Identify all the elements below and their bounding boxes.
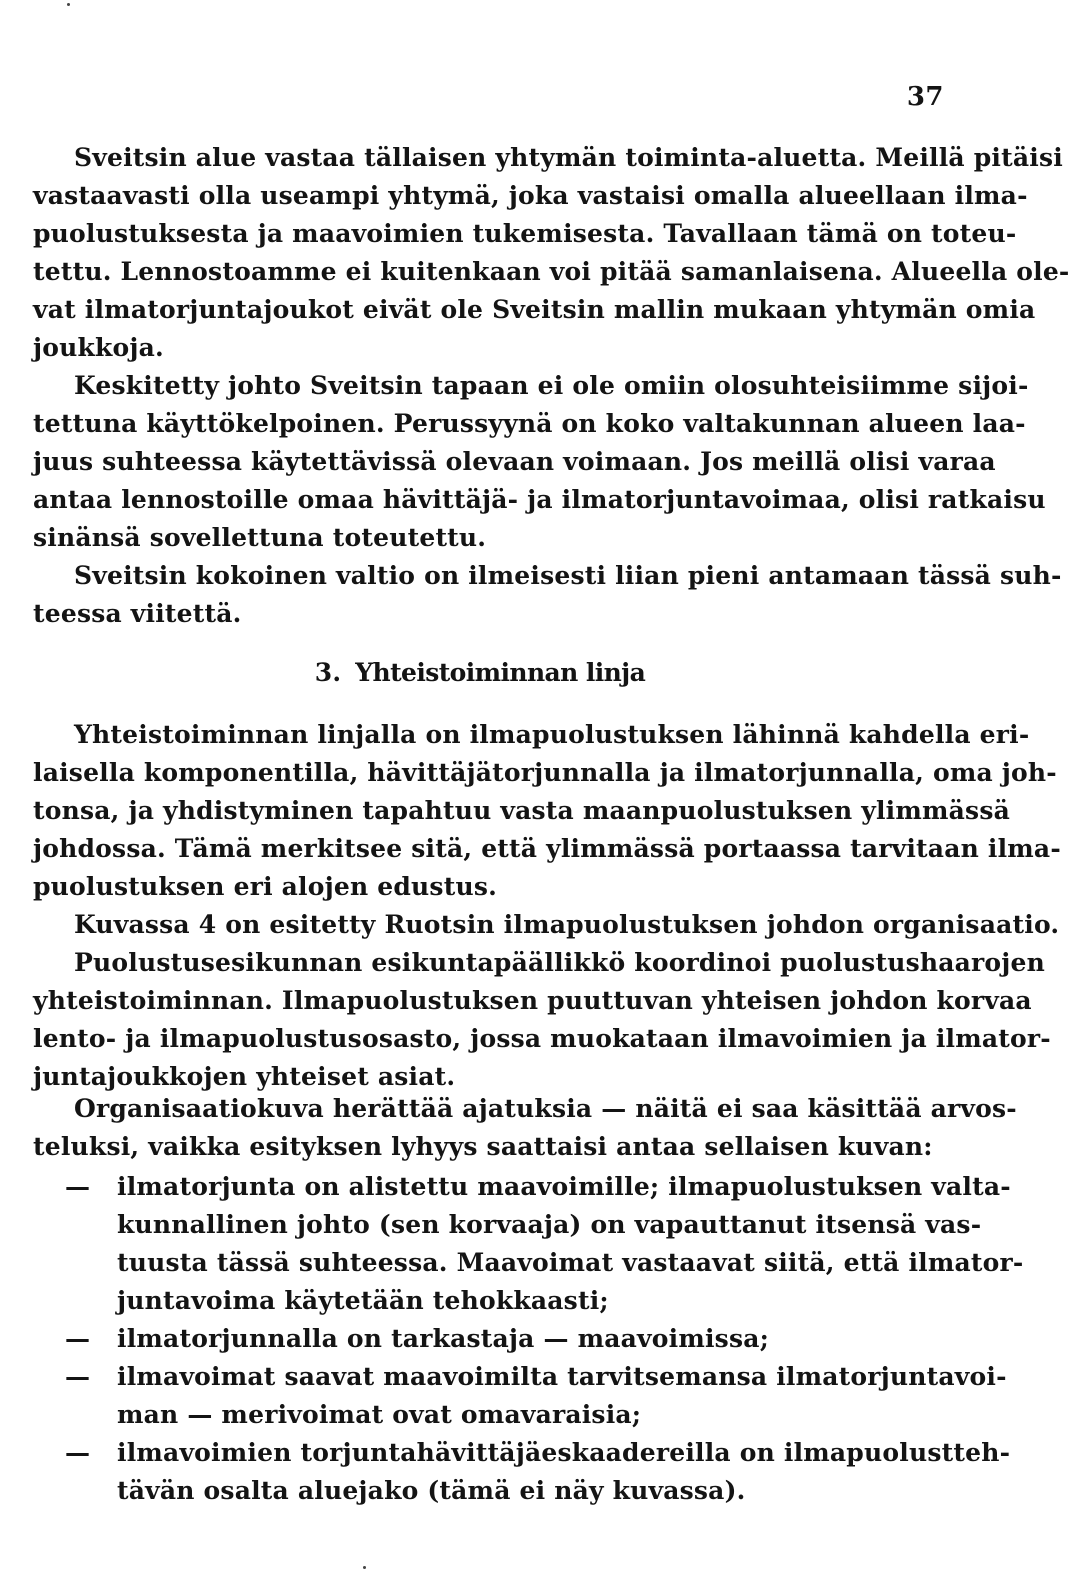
list-item-line: ilmatorjunta on alistettu maavoimille; ilmapuolustuksen valta- <box>117 1172 1011 1201</box>
text-line: yhteistoiminnan. Ilmapuolustuksen puuttuvan yhteisen johdon korvaa <box>33 986 1032 1015</box>
text-line: antaa lennostoille omaa hävittäjä- ja ilmatorjuntavoimaa, olisi ratkaisu <box>33 485 1046 514</box>
text-line: tettu. Lennostoamme ei kuitenkaan voi pitää samanlaisena. Alueella ole- <box>33 257 1070 286</box>
scan-speck <box>67 3 70 6</box>
text-line: tettuna käyttökelpoinen. Perussyynä on koko valtakunnan alueen laa- <box>33 409 1026 438</box>
section-title: Yhteistoiminnan linja <box>355 658 646 687</box>
text-line: juntajoukkojen yhteiset asiat. <box>33 1062 456 1091</box>
text-line: sinänsä sovellettuna toteutettu. <box>33 523 487 552</box>
text-line: lento- ja ilmapuolustusosasto, jossa muokataan ilmavoimien ja ilmator- <box>33 1024 1051 1053</box>
text-line: vastaavasti olla useampi yhtymä, joka vastaisi omalla alueellaan ilma- <box>33 181 1028 210</box>
text-line: tonsa, ja yhdistyminen tapahtuu vasta maanpuolustuksen ylimmässä <box>33 796 1011 825</box>
text-line: teessa viitettä. <box>33 599 242 628</box>
list-item-line: man — merivoimat ovat omavaraisia; <box>117 1400 642 1429</box>
text-line: Yhteistoiminnan linjalla on ilmapuolustuksen lähinnä kahdella eri- <box>74 720 1030 749</box>
text-line: juus suhteessa käytettävissä olevaan voimaan. Jos meillä olisi varaa <box>33 447 996 476</box>
text-line: Sveitsin alue vastaa tällaisen yhtymän toiminta-aluetta. Meillä pitäisi <box>74 143 1063 172</box>
list-item-line: ilmatorjunnalla on tarkastaja — maavoimissa; <box>117 1324 770 1353</box>
text-line: puolustuksen eri alojen edustus. <box>33 872 498 901</box>
text-line: Kuvassa 4 on esitetty Ruotsin ilmapuolustuksen johdon organisaatio. <box>74 910 1060 939</box>
text-line: Organisaatiokuva herättää ajatuksia — näitä ei saa käsittää arvos- <box>74 1094 1017 1123</box>
page-number: 37 <box>906 82 944 112</box>
list-item-line: ilmavoimien torjuntahävittäjäeskaadereilla on ilmapuolustteh- <box>117 1438 1011 1467</box>
section-heading <box>0 654 960 692</box>
text-line: Keskitetty johto Sveitsin tapaan ei ole omiin olosuhteisiimme sijoi- <box>74 371 1029 400</box>
text-line: puolustuksesta ja maavoimien tukemisesta. Tavallaan tämä on toteu- <box>33 219 1017 248</box>
scan-speck <box>363 1566 366 1569</box>
list-item-line: kunnallinen johto (sen korvaaja) on vapauttanut itsensä vas- <box>117 1210 982 1239</box>
list-item-line: tävän osalta aluejako (tämä ei näy kuvassa). <box>117 1476 746 1505</box>
list-dash: — <box>65 1324 90 1353</box>
list-dash: — <box>65 1172 90 1201</box>
text-line: Puolustusesikunnan esikuntapäällikkö koordinoi puolustushaarojen <box>74 948 1045 977</box>
text-line: laisella komponentilla, hävittäjätorjunnalla ja ilmatorjunnalla, oma joh- <box>33 758 1057 787</box>
list-dash: — <box>65 1438 90 1467</box>
text-line: johdossa. Tämä merkitsee sitä, että ylimmässä portaassa tarvitaan ilma- <box>33 834 1061 863</box>
list-dash: — <box>65 1362 90 1391</box>
text-line: joukkoja. <box>33 333 164 362</box>
list-item-line: ilmavoimat saavat maavoimilta tarvitsemansa ilmatorjuntavoi- <box>117 1362 1007 1391</box>
text-line: Sveitsin kokoinen valtio on ilmeisesti liian pieni antamaan tässä suh- <box>74 561 1062 590</box>
list-item-line: juntavoima käytetään tehokkaasti; <box>117 1286 609 1315</box>
text-line: vat ilmatorjuntajoukot eivät ole Sveitsin mallin mukaan yhtymän omia <box>33 295 1036 324</box>
section-number: 3. <box>314 658 342 687</box>
text-line: teluksi, vaikka esityksen lyhyys saattaisi antaa sellaisen kuvan: <box>33 1132 933 1161</box>
list-item-line: tuusta tässä suhteessa. Maavoimat vastaavat siitä, että ilmator- <box>117 1248 1024 1277</box>
